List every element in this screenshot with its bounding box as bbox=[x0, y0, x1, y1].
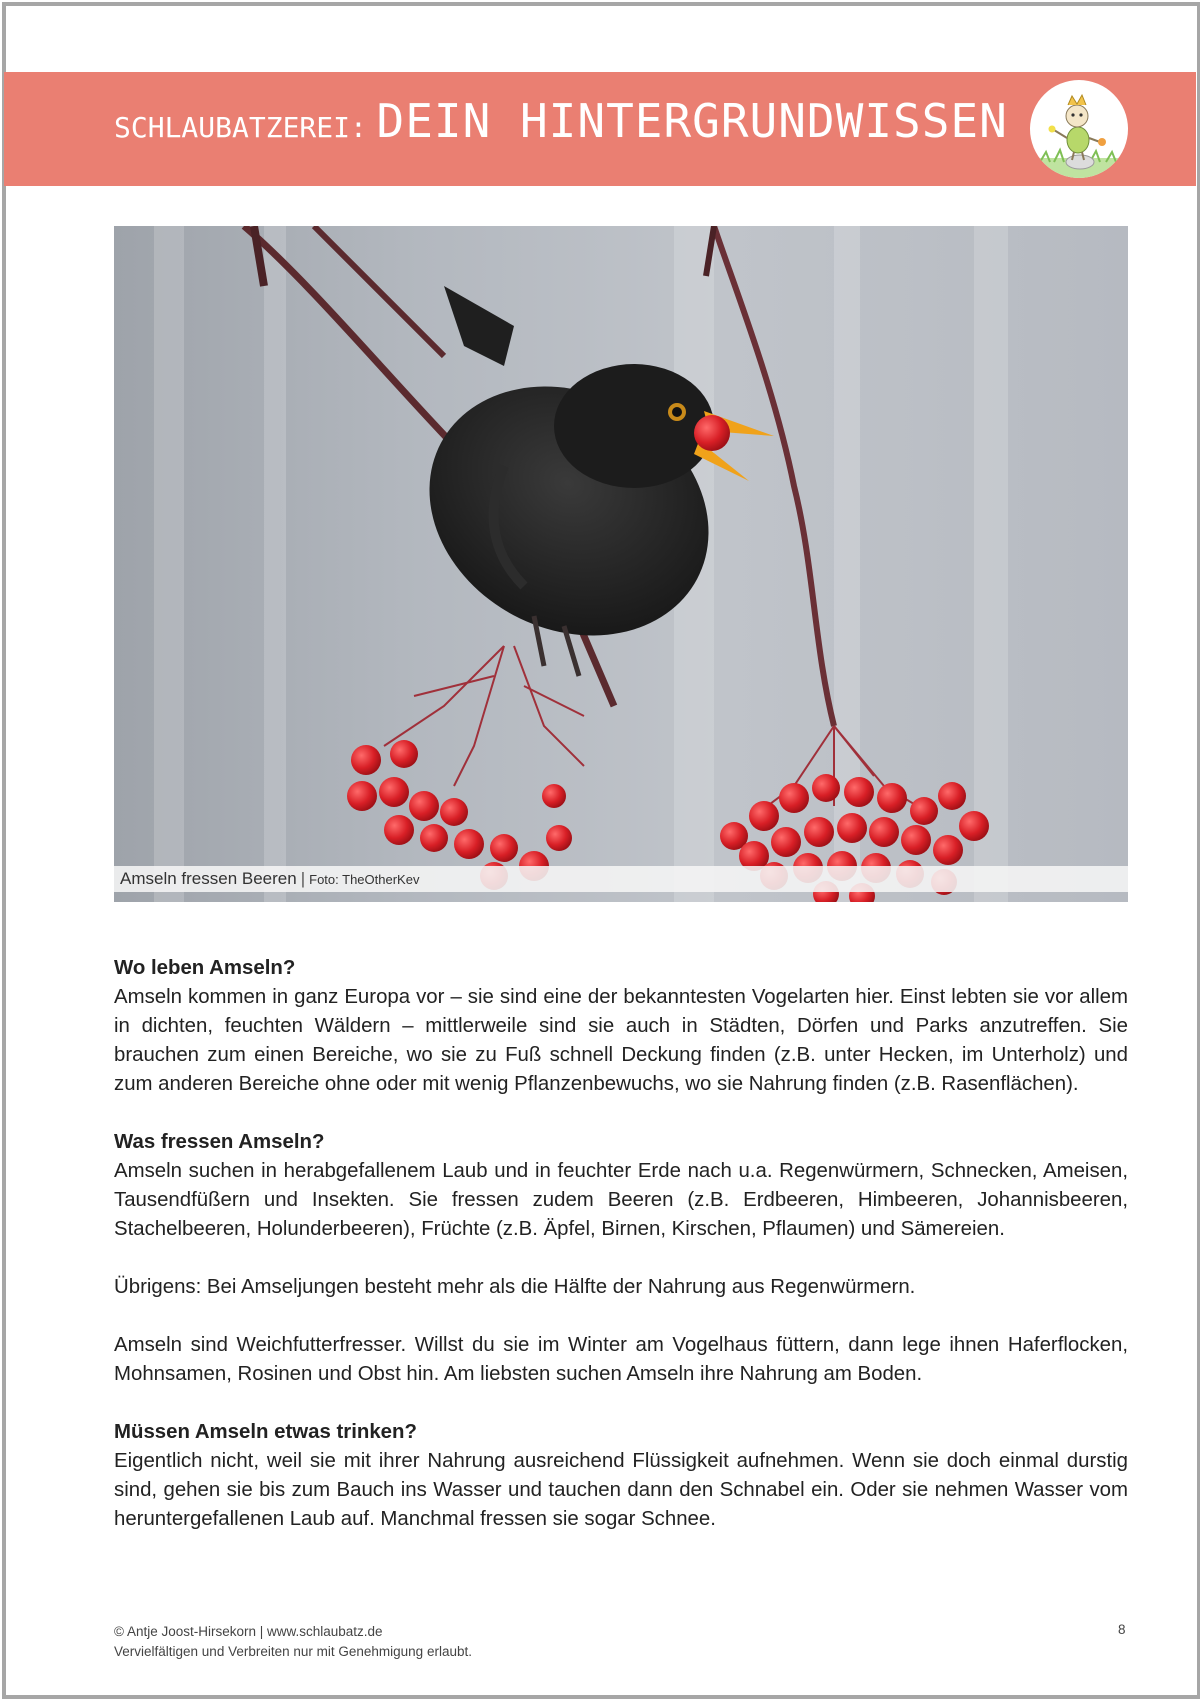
paragraph: Amseln kommen in ganz Europa vor – sie sind eine der bekanntesten Vogelarten hier. Einst lebten sie vor allem in dichten, feuchten Wäldern – mittlerweile sind sie auch in Städten, Dörfen und Parks anzutreffen. Sie brauchen zum einen Bereiche, wo sie zu Fuß schnell Deckung finden (z.B. unter Hecken, im Unterholz) und zum anderen Bereiche ohne oder mit wenig Pflanzenbewuchs, wo sie Nahrung finden (z.B. Rasenflächen). bbox=[114, 986, 1128, 1095]
schlaubatz-mascot-icon bbox=[1030, 80, 1128, 178]
page-title bbox=[114, 94, 1008, 148]
title-main: DEIN HINTERGRUNDWISSEN bbox=[376, 94, 1008, 148]
section-heading: Wo leben Amseln? bbox=[114, 957, 296, 979]
footer bbox=[114, 1622, 472, 1662]
footer-copyright: © Antje Joost-Hirsekorn | www.schlaubatz.de bbox=[114, 1624, 383, 1639]
section-heading: Was fressen Amseln? bbox=[114, 1131, 325, 1153]
photo-credit: Foto: TheOtherKev bbox=[309, 872, 420, 887]
photo-caption-bar bbox=[114, 866, 1128, 892]
photo-caption bbox=[120, 869, 419, 889]
header-banner bbox=[4, 72, 1196, 186]
caption-text: Amseln fressen Beeren bbox=[120, 869, 297, 888]
section-heading: Müssen Amseln etwas trinken? bbox=[114, 1421, 417, 1443]
paragraph: Amseln suchen in herabgefallenem Laub und in feuchter Erde nach u.a. Regenwürmern, Schnecken, Ameisen, Tausendfüßern und Insekten. Sie fressen zudem Beeren (z.B. Erdbeeren, Himbeeren, Johannisbeeren, Stachelbeeren, Holunderbeeren), Früchte (z.B. Äpfel, Birnen, Kirschen, Pflaumen) und Sämereien. bbox=[114, 1160, 1128, 1240]
paragraph: Eigentlich nicht, weil sie mit ihrer Nahrung ausreichend Flüssigkeit aufnehmen. Wenn sie doch einmal durstig sind, gehen sie bis zum Bauch ins Wasser und tauchen dann den Schnabel ein. Oder sie nehmen Wasser vom heruntergefallenen Laub auf. Manchmal fressen sie sogar Schnee. bbox=[114, 1450, 1128, 1530]
article-content bbox=[114, 954, 1128, 1534]
caption-separator: | bbox=[300, 869, 306, 888]
paragraph: Amseln sind Weichfutterfresser. Willst du sie im Winter am Vogelhaus füttern, dann lege ihnen Haferflocken, Mohnsamen, Rosinen und Obst hin. Am liebsten suchen Amseln ihre Nahrung am Boden. bbox=[114, 1334, 1128, 1385]
paragraph: Übrigens: Bei Amseljungen besteht mehr als die Hälfte der Nahrung aus Regenwürmern. bbox=[114, 1276, 916, 1298]
page-number: 8 bbox=[1118, 1622, 1126, 1637]
title-prefix: SCHLAUBATZEREI: bbox=[114, 111, 367, 144]
blackbird-photo bbox=[114, 226, 1128, 902]
footer-notice: Vervielfältigen und Verbreiten nur mit Genehmigung erlaubt. bbox=[114, 1644, 472, 1659]
